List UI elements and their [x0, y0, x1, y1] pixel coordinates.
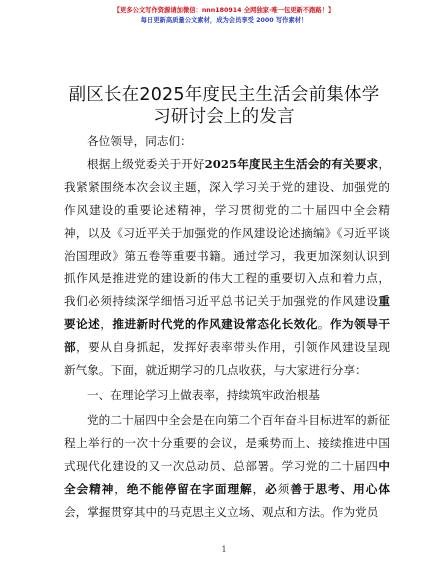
paragraph-1-bold: 作为领导干部	[64, 317, 390, 355]
greeting-text: 各位领导，同志们：	[87, 134, 192, 148]
paragraph-2-text: 党的二十届四中全会是在向第二个百年奋斗目标进军的新征程上举行的一次十分重要的会议，是乘势而上、接续推进中国式现代化建设的又一次总动员、总部署。学习党的二十届四	[64, 412, 390, 473]
promo-banner-line-1: 【更多公文写作资源请加微信：nnn180914 全网独家·唯一包更新不跑路！】	[113, 7, 335, 14]
section-heading-1: 一、在理论学习上做表率，持续筑牢政治根基	[87, 387, 320, 402]
page-number: 1	[221, 545, 227, 554]
paragraph-1	[64, 153, 390, 382]
promo-banner	[0, 6, 448, 26]
paragraph-2-text: ，	[252, 481, 266, 496]
paragraph-1-bold: 推进新时代党的作风建设常态化长效化	[112, 317, 318, 332]
paragraph-1-text: 根据上级党委关于开好	[87, 156, 205, 171]
paragraph-1-text: ，	[100, 317, 113, 332]
greeting	[64, 130, 390, 153]
document-body	[64, 130, 390, 523]
paragraph-1-bold: 2025年度民主生活会的有关要求	[204, 156, 379, 171]
document-title: 副区长在2025年度民主生活会前集体学习研讨会上的发言	[68, 85, 380, 127]
paragraph-1-text: ，要从自身抓起，发挥好表率带头作用，引领作风建设呈现新气象。下面，就近期学习的几点收获，与大家进行分享：	[64, 340, 390, 378]
promo-banner-line-2: 每日更新高质量公文素材，成为会员享受 2000 写作素材！	[140, 17, 308, 24]
paragraph-2-text: ，	[114, 481, 127, 496]
paragraph-2-bold: 必	[265, 481, 278, 496]
paragraph-2-text: 须	[277, 481, 291, 496]
paragraph-2-bold: 中全会精神	[64, 458, 390, 496]
paragraph-1-text: ，我紧紧围绕本次会议主题，深入学习关于党的建设、加强党的作风建设的重要论述精神，学习贯彻党的二十届四中全会精神，以及《习近平关于加强党的作风建设论述摘编》《习近平谈治国理政》第五卷等重要书籍。通过学习，我更加深刻认识到抓作风是推进党的建设新的伟大工程的重要切入点和着力点，我们必须持续深学细悟习近平总书记关于加强党的作风建设	[64, 156, 390, 309]
paragraph-1-bold: 重要论述	[64, 294, 390, 332]
paragraph-2-bold: 善于思考、用心体	[290, 481, 390, 496]
paragraph-2	[64, 409, 390, 524]
paragraph-2-bold: 绝不能停留在字面理解	[126, 481, 253, 496]
paragraph-2-text: 会，掌握贯穿其中的马克思主义立场、观点和方法。作为党员	[64, 504, 379, 519]
paragraph-1-text: 。	[317, 317, 330, 332]
